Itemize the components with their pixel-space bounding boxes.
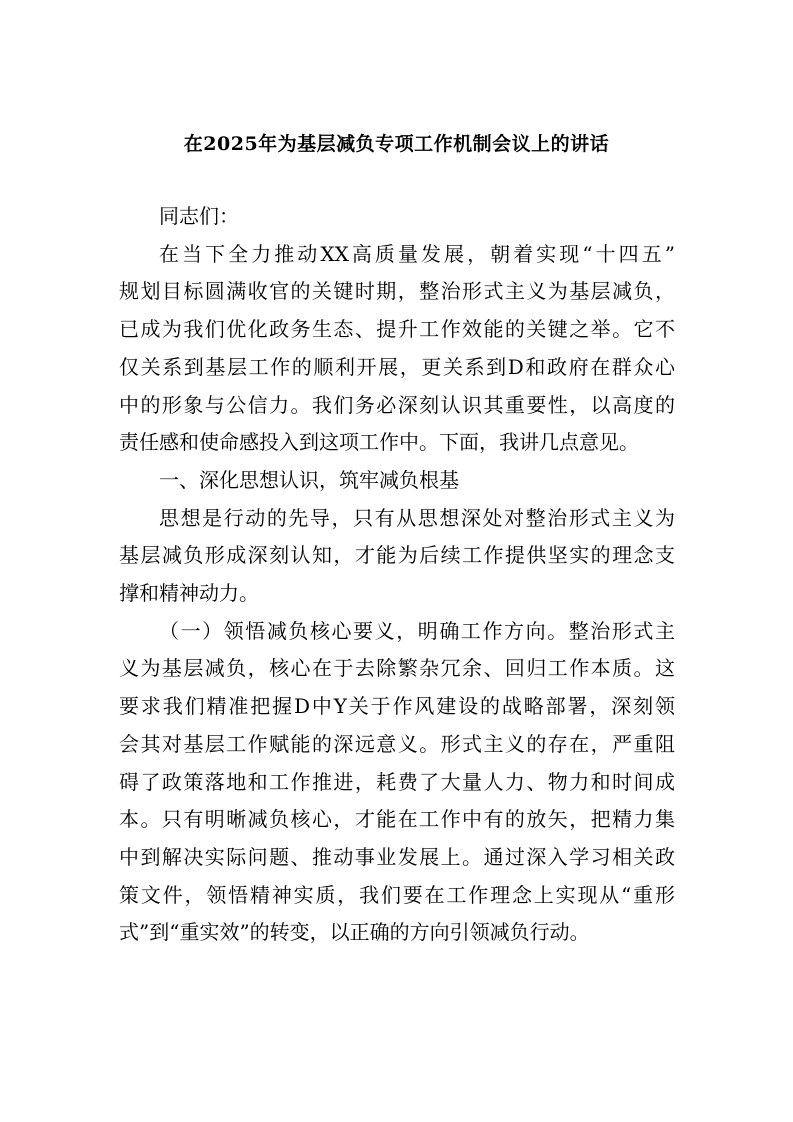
paragraph-line: 在当下全力推动XX高质量发展，朝着实现“十四五” (159, 241, 675, 266)
paragraph-line: 责任感和使命感投入到这项工作中。下面，我讲几点意见。 (119, 430, 639, 455)
paragraph-line: 中的形象与公信力。我们务必深刻认识其重要性，以高度的 (119, 392, 675, 417)
paragraph-subsection-1 (119, 613, 675, 952)
salutation-line: 同志们： (159, 204, 239, 228)
paragraph-line: 撑和精神动力。 (119, 581, 259, 606)
paragraph-intro (119, 236, 675, 462)
paragraph-line: 基层减负形成深刻认知，才能为后续工作提供坚实的理念支 (119, 543, 675, 568)
paragraph-line: 本。只有明晰减负核心，才能在工作中有的放矢，把精力集 (119, 807, 675, 832)
paragraph-line: （一）领悟减负核心要义，明确工作方向。整治形式主 (159, 618, 675, 643)
paragraph-line: 仅关系到基层工作的顺利开展，更关系到D和政府在群众心 (119, 354, 675, 379)
paragraph-line: 会其对基层工作赋能的深远意义。形式主义的存在，严重阻 (119, 731, 675, 756)
paragraph-line: 规划目标圆满收官的关键时期，整治形式主义为基层减负， (119, 279, 675, 304)
section-heading (119, 462, 675, 500)
document-title: 在2025年为基层减负专项工作机制会议上的讲话 (183, 133, 610, 155)
paragraph-line: 已成为我们优化政务生态、提升工作效能的关键之举。它不 (119, 317, 675, 342)
section-heading-text: 一、深化思想认识，筑牢减负根基 (159, 467, 459, 492)
salutation (119, 198, 675, 236)
paragraph-line: 碍了政策落地和工作推进，耗费了大量人力、物力和时间成 (119, 769, 675, 794)
paragraph-line: 策文件，领悟精神实质，我们要在工作理念上实现从“重形 (119, 882, 675, 907)
paragraph-thought (119, 500, 675, 613)
paragraph-line: 要求我们精准把握D中Y关于作风建设的战略部署，深刻领 (119, 694, 675, 719)
paragraph-line: 式”到“重实效”的转变，以正确的方向引领减负行动。 (119, 920, 590, 945)
paragraph-line: 思想是行动的先导，只有从思想深处对整治形式主义为 (159, 505, 675, 530)
paragraph-line: 义为基层减负，核心在于去除繁杂冗余、回归工作本质。这 (119, 656, 675, 681)
paragraph-line: 中到解决实际问题、推动事业发展上。通过深入学习相关政 (119, 844, 675, 869)
document-body (119, 198, 675, 952)
